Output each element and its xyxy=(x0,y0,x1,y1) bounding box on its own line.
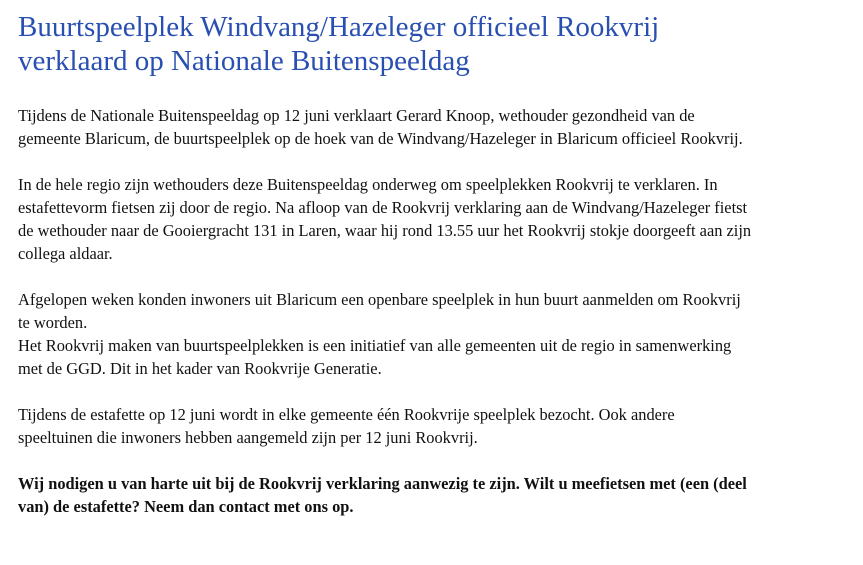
paragraph-intro xyxy=(18,104,853,150)
paragraph-invitation xyxy=(18,472,853,518)
text-line: In de hele regio zijn wethouders deze Buitenspeeldag onderweg om speelplekken Rookvrij te verklaren. In xyxy=(18,175,718,194)
text-line: estafettevorm fietsen zij door de regio. Na afloop van de Rookvrij verklaring aan de Windvang/Hazeleger fietst xyxy=(18,198,748,217)
text-line: te worden. xyxy=(18,313,88,332)
text-line: gemeente Blaricum, de buurtspeelplek op de hoek van de Windvang/Hazeleger in Blaricum officieel Rookvrij. xyxy=(18,129,743,148)
title-line: verklaard op Nationale Buitenspeeldag xyxy=(18,45,470,77)
article-body xyxy=(18,104,853,518)
paragraph-region xyxy=(18,173,853,265)
text-line: Wij nodigen u van harte uit bij de Rookvrij verklaring aanwezig te zijn. Wilt u meefietsen met (een (deel xyxy=(18,474,747,493)
text-line: Afgelopen weken konden inwoners uit Blaricum een openbare speelplek in hun buurt aanmelden om Rookvrij xyxy=(18,290,741,309)
article-title xyxy=(18,10,853,78)
text-line: collega aldaar. xyxy=(18,244,113,263)
article xyxy=(18,10,853,518)
paragraph-initiative xyxy=(18,334,853,380)
paragraph-registration xyxy=(18,288,853,334)
text-line: Tijdens de estafette op 12 juni wordt in elke gemeente één Rookvrije speelplek bezocht. Ook andere xyxy=(18,405,675,424)
text-line: de wethouder naar de Gooiergracht 131 in Laren, waar hij rond 13.55 uur het Rookvrij stokje doorgeeft aan zijn xyxy=(18,221,752,240)
text-line: Het Rookvrij maken van buurtspeelplekken is een initiatief van alle gemeenten uit de regio in samenwerking xyxy=(18,336,732,355)
paragraph-relay xyxy=(18,403,853,449)
text-line: van) de estafette? Neem dan contact met ons op. xyxy=(18,497,354,516)
title-line: Buurtspeelplek Windvang/Hazeleger officieel Rookvrij xyxy=(18,11,660,43)
text-line: Tijdens de Nationale Buitenspeeldag op 12 juni verklaart Gerard Knoop, wethouder gezondheid van de xyxy=(18,106,695,125)
text-line: speeltuinen die inwoners hebben aangemeld zijn per 12 juni Rookvrij. xyxy=(18,428,478,447)
text-line: met de GGD. Dit in het kader van Rookvrije Generatie. xyxy=(18,359,382,378)
